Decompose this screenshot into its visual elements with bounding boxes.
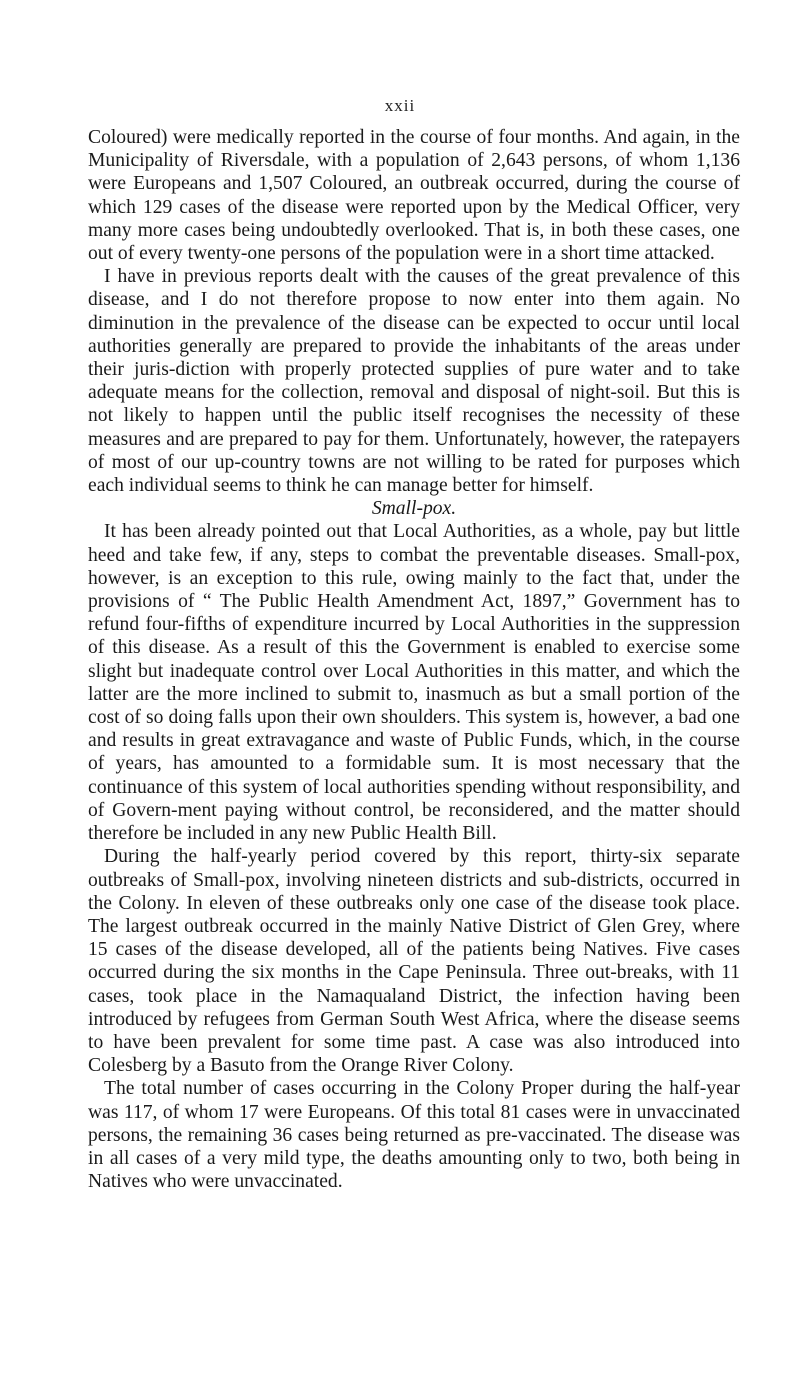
page-number: xxii — [384, 96, 416, 115]
paragraph-causes: I have in previous reports dealt with the causes of the great prevalence of this disease, and I do not therefore propose to now enter into them again. No diminution in the prevalence of the disease can be expected to occur until local authorities generally are prepared to provide the inhabitants of the areas under their juris-diction with properly protected supplies of pure water and to take adequate means for the collection, removal and disposal of night-soil. But this is not likely to happen until the public itself recognises the necessity of these measures and are prepared to pay for them. Unfortunately, however, the ratepayers of most of our up-country towns are not willing to be rated for purposes which each individual seems to think he can manage better for himself. — [88, 266, 740, 497]
paragraph-totals: The total number of cases occurring in the Colony Proper during the half-year was 117, of whom 17 were Europeans. Of this total 81 cases were in unvaccinated persons, the remaining 36 cases being returned as pre-vaccinated. The disease was in all cases of a very mild type, the deaths amounting only to two, both being in Natives who were unvaccinated. — [88, 1078, 740, 1193]
section-heading-small-pox: Small-pox. — [371, 498, 457, 520]
paragraph-continuation: Coloured) were medically reported in the course of four months. And again, in the Municipality of Riversdale, with a population of 2,643 persons, of whom 1,136 were Europeans and 1,507 Coloured, an outbreak occurred, during the course of which 129 cases of the disease were reported upon by the Medical Officer, very many more cases being undoubtedly overlooked. That is, in both these cases, one out of every twenty-one persons of the population were in a short time attacked. — [88, 127, 740, 265]
paragraph-outbreaks: During the half-yearly period covered by this report, thirty-six separate outbreaks of Small-pox, involving nineteen districts and sub-districts, occurred in the Colony. In eleven of these outbreaks only one case of the disease took place. The largest outbreak occurred in the mainly Native District of Glen Grey, where 15 cases of the disease developed, all of the patients being Natives. Five cases occurred during the six months in the Cape Peninsula. Three out-breaks, with 11 cases, took place in the Namaqualand District, the infection having been introduced by refugees from German South West Africa, where the disease seems to have been prevalent for some time past. A case was also introduced into Colesberg by a Basuto from the Orange River Colony. — [88, 846, 740, 1077]
page-body — [88, 126, 740, 1193]
paragraph-local-authorities: It has been already pointed out that Local Authorities, as a whole, pay but little heed and take few, if any, steps to combat the preventable diseases. Small-pox, however, is an exception to this rule, owing mainly to the fact that, under the provisions of “ The Public Health Amendment Act, 1897,” Government has to refund four-fifths of expenditure incurred by Local Authorities in the suppression of this disease. As a result of this the Government is enabled to exercise some slight but inadequate control over Local Authorities in this matter, and which the latter are the more inclined to submit to, inasmuch as but a small portion of the cost of so doing falls upon their own shoulders. This system is, however, a bad one and results in great extravagance and waste of Public Funds, which, in the course of years, has amounted to a formidable sum. It is most necessary that the continuance of this system of local authorities spending without responsibility, and of Govern-ment paying without control, be reconsidered, and the matter should therefore be included in any new Public Health Bill. — [88, 521, 740, 845]
